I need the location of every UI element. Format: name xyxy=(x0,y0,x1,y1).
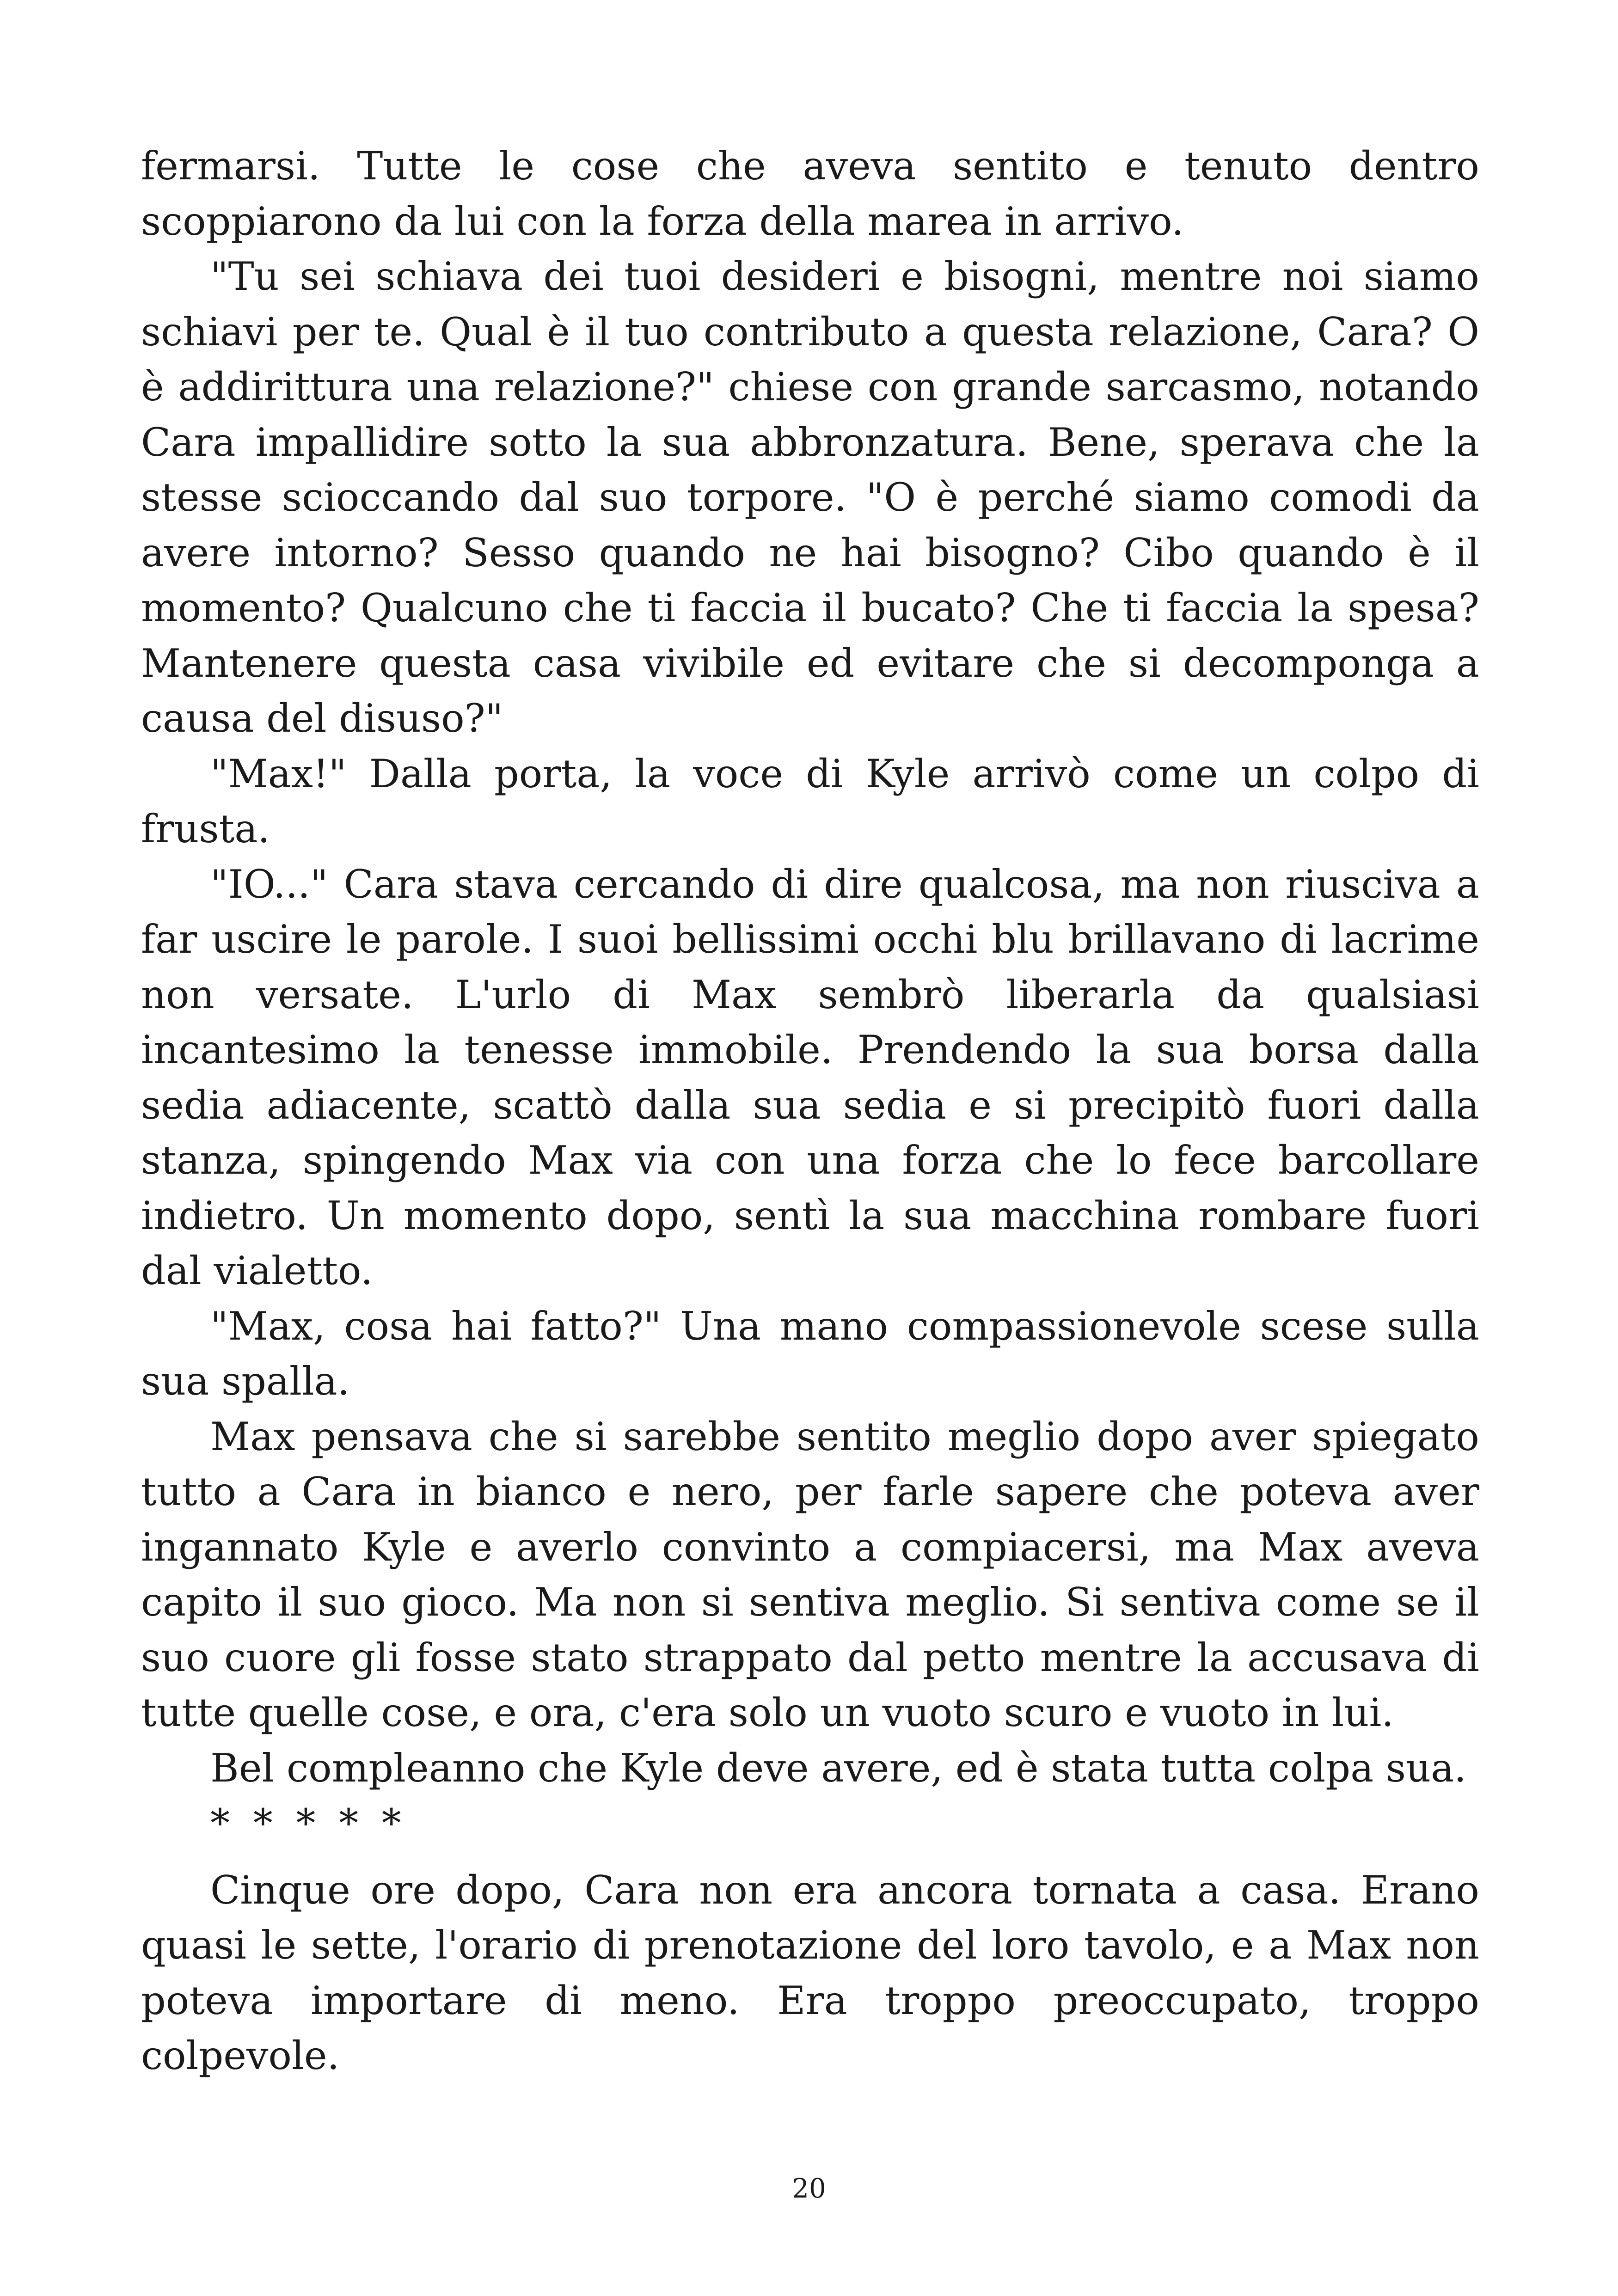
paragraph: "Tu sei schiava dei tuoi desideri e bisogni, mentre noi siamo schiavi per te. Qual è il tuo contributo a questa relazione, Cara? O è addirittura una relazione?" chiese con grande sarcasmo, notando Cara impallidire sotto la sua abbronzatura. Bene, sperava che la stesse scioccando dal suo torpore. "O è perché siamo comodi da avere intorno? Sesso quando ne hai bisogno? Cibo quando è il momento? Qualcuno che ti faccia il bucato? Che ti faccia la spesa? Mantenere questa casa vivibile ed evitare che si decomponga a causa del disuso?" xyxy=(141,254,1479,741)
body-text xyxy=(141,139,1479,2084)
paragraph: "IO..." Cara stava cercando di dire qualcosa, ma non riusciva a far uscire le parole. I suoi bellissimi occhi blu brillavano di lacrime non versate. L'urlo di Max sembrò liberarla da qualsiasi incantesimo la tenesse immobile. Prendendo la sua borsa dalla sedia adiacente, scattò dalla sua sedia e si precipitò fuori dalla stanza, spingendo Max via con una forza che lo fece barcollare indietro. Un momento dopo, sentì la sua macchina rombare fuori dal vialetto. xyxy=(141,861,1479,1293)
paragraph: Max pensava che si sarebbe sentito meglio dopo aver spiegato tutto a Cara in bianco e nero, per farle sapere che poteva aver ingannato Kyle e averlo convinto a compiacersi, ma Max aveva capito il suo gioco. Ma non si sentiva meglio. Si sentiva come se il suo cuore gli fosse stato strappato dal petto mentre la accusava di tutte quelle cose, e ora, c'era solo un vuoto scuro e vuoto in lui. xyxy=(141,1414,1479,1735)
paragraph: "Max!" Dalla porta, la voce di Kyle arrivò come un colpo di frusta. xyxy=(141,751,1479,851)
paragraph-continued: fermarsi. Tutte le cose che aveva sentito e tenuto dentro scoppiarono da lui con la forza della marea in arrivo. xyxy=(141,143,1479,244)
page-number: 20 xyxy=(792,2173,826,2204)
scene-break: * * * * * xyxy=(210,1800,407,1846)
paragraph: Cinque ore dopo, Cara non era ancora tornata a casa. Erano quasi le sette, l'orario di prenotazione del loro tavolo, e a Max non poteva importare di meno. Era troppo preoccupato, troppo colpevole. xyxy=(141,1867,1479,2078)
paragraph: Bel compleanno che Kyle deve avere, ed è stata tutta colpa sua. xyxy=(210,1745,1466,1791)
paragraph: "Max, cosa hai fatto?" Una mano compassionevole scese sulla sua spalla. xyxy=(141,1303,1479,1404)
